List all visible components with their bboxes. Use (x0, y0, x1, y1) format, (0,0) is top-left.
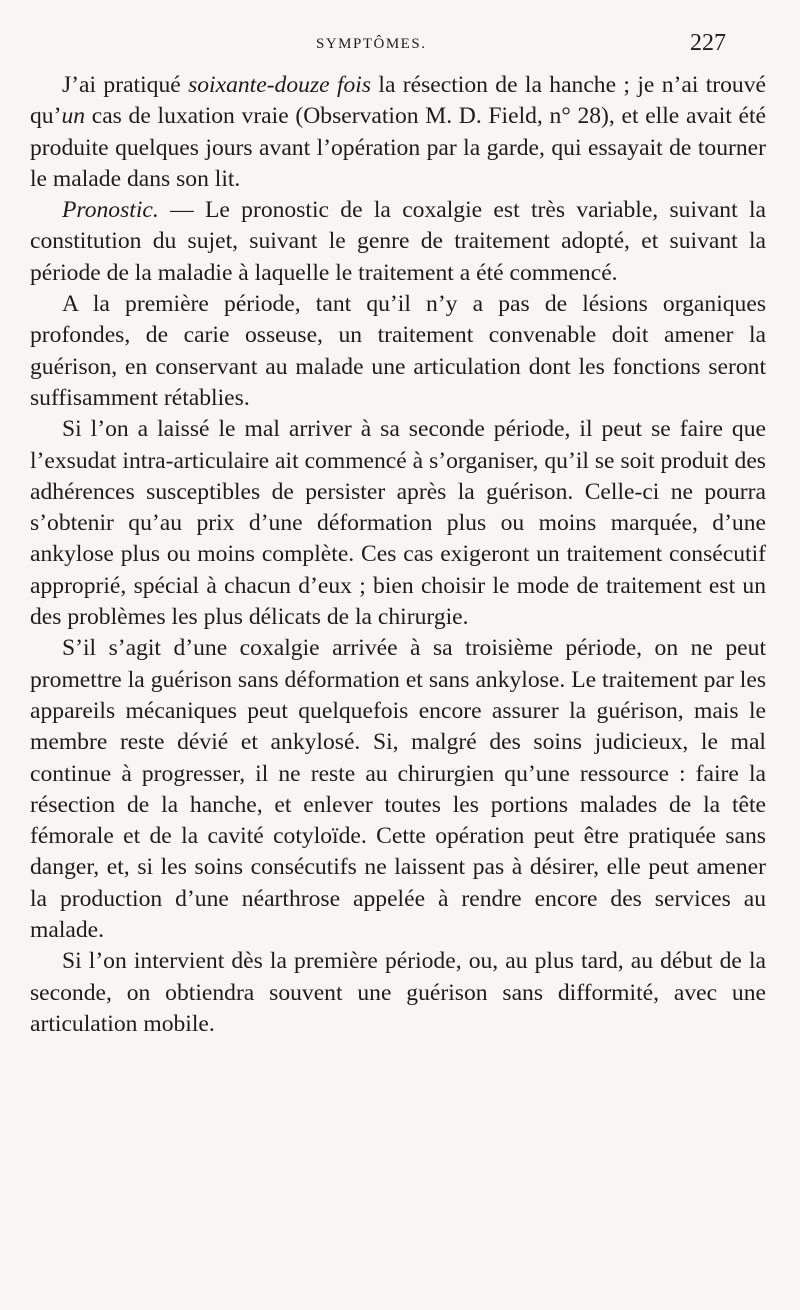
page-number: 227 (690, 30, 726, 56)
italic-phrase: un (61, 103, 86, 130)
section-label: Pronostic. (62, 197, 159, 224)
paragraph-early-intervention: Si l’on intervient dès la première période, ou, au plus tard, au début de la seconde, on obtiendra souvent une guérison sans difformité, avec une articulation mobile. (30, 948, 766, 1037)
paragraph-first-period: A la première période, tant qu’il n’y a pas de lésions organiques profondes, de carie osseuse, un traitement convenable doit amener la guérison, en conservant au malade une articulation dont les fonctions seront suffisamment rétablies. (30, 291, 766, 411)
paragraph-second-period: Si l’on a laissé le mal arriver à sa seconde période, il peut se faire que l’exsudat intra-articulaire ait commencé à s’organiser, qu’il se soit produit des adhérences susceptibles de persister après la guérison. Celle-ci ne pourra s’obtenir qu’au prix d’une déformation plus ou moins marquée, d’une ankylose plus ou moins complète. Ces cas exigeront un traitement consécutif approprié, spécial à chacun d’eux ; bien choisir le mode de traitement est un des problèmes les plus délicats de la chirurgie. (30, 416, 766, 631)
running-head (0, 30, 800, 60)
paragraph-third-period: S’il s’agit d’une coxalgie arrivée à sa troisième période, on ne peut promettre la guérison sans déformation et sans ankylose. Le traitement par les appareils mécaniques peut quelquefois encore assurer la guérison, mais le membre reste dévié et ankylosé. Si, malgré des soins judicieux, le mal continue à progresser, il ne reste au chirurgien qu’une ressource : faire la résection de la hanche, et enlever toutes les portions malades de la tête fémorale et de la cavité cotyloïde. Cette opération peut être pratiquée sans danger, et, si les soins consécutifs ne laissent pas à désirer, elle peut amener la production d’une néarthrose appelée à rendre encore des services au malade. (30, 635, 766, 944)
paragraph-text: la résection de la hanche ; je n’ai trouvé qu’ (30, 72, 767, 130)
running-title: SYMPTÔMES. (316, 36, 427, 52)
paragraph-resection (30, 70, 766, 195)
body-text (30, 70, 766, 1040)
paragraph-text: — Le pronostic de la coxalgie est très variable, suivant la constitution du sujet, suivant le genre de traitement adopté, et suivant la période de la maladie à laquelle le traitement a été commencé. (30, 197, 766, 286)
paragraph-pronostic (30, 195, 766, 289)
paragraph-text: J’ai pratiqué (62, 72, 189, 98)
italic-phrase: soixante-douze fois (188, 72, 372, 98)
paragraph-text: cas de luxation vraie (Observation M. D. Field, n° 28), et elle avait été produite quelques jours avant l’opération par la garde, qui essayait de tourner le malade dans son lit. (30, 103, 766, 192)
